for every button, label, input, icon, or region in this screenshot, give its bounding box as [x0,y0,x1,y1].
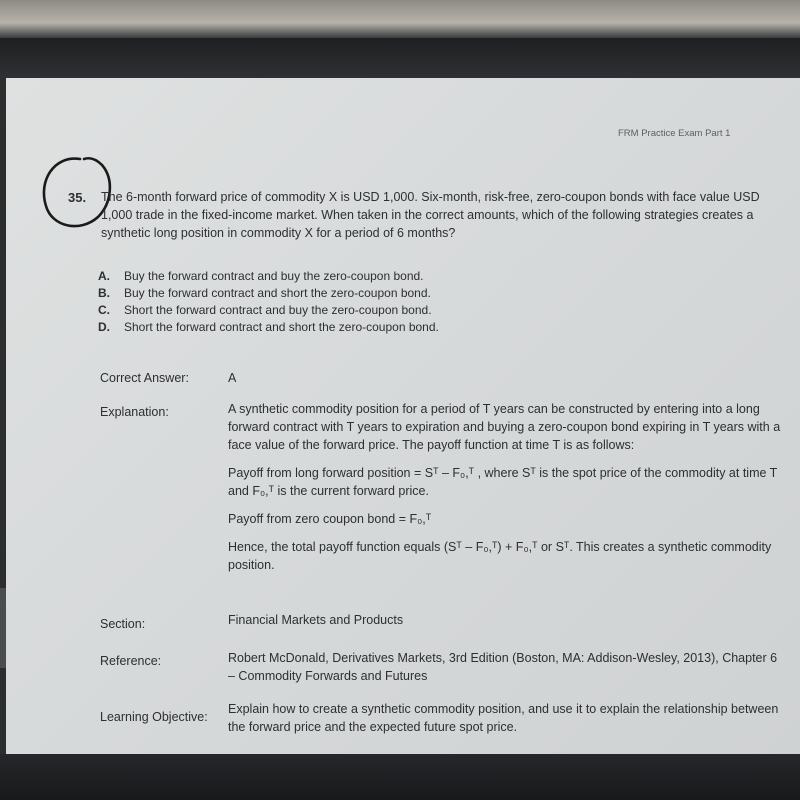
option-text: Short the forward contract and short the zero-coupon bond. [124,320,439,334]
explanation-paragraph: Payoff from long forward position = Sᵀ – F₀,ᵀ , where Sᵀ is the spot price of the commodity at time T and F₀,ᵀ is the current forward price. [228,466,778,498]
question-text: The 6-month forward price of commodity X is USD 1,000. Six-month, risk-free, zero-coupon bonds with face value USD 1,000 trade in the fixed-income market. When taken in the correct amounts, which of the following strategies creates a synthetic long position in commodity X for a period of 6 months? [101,190,760,240]
correct-answer-label: Correct Answer: [100,371,189,385]
option-text: Buy the forward contract and short the zero-coupon bond. [124,286,431,300]
option-d[interactable] [98,319,658,336]
section-label: Section: [100,617,146,631]
option-b[interactable] [98,285,658,302]
option-letter: A. [98,269,110,283]
learning-objective-value: Explain how to create a synthetic commodity position, and use it to explain the relationship between the forward price and the expected future spot price. [228,702,779,734]
explanation-paragraph: Hence, the total payoff function equals (Sᵀ – F₀,ᵀ) + F₀,ᵀ or Sᵀ. This creates a synthetic commodity position. [228,540,772,572]
learning-objective-label: Learning Objective: [100,710,208,724]
monitor-bezel-top [0,38,800,78]
explanation-paragraph: Payoff from zero coupon bond = F₀,ᵀ [228,512,432,526]
option-letter: D. [98,320,110,334]
correct-answer-value: A [228,371,237,385]
option-letter: C. [98,303,110,317]
option-text: Buy the forward contract and buy the zero-coupon bond. [124,269,424,283]
explanation-paragraph: A synthetic commodity position for a period of T years can be constructed by entering into a long forward contract with T years to expiration and buying a zero-coupon bond expiring in T years with a face value of the forward price. The payoff function at time T is as follows: [228,402,781,452]
option-text: Short the forward contract and buy the zero-coupon bond. [124,303,432,317]
exam-page [6,78,800,754]
option-letter: B. [98,286,110,300]
explanation-label: Explanation: [100,405,169,419]
option-a[interactable] [98,268,658,285]
background-desk [0,0,800,38]
answer-options [98,268,658,336]
monitor-bezel-bottom [0,754,800,800]
option-c[interactable] [98,302,658,319]
question-number: 35. [68,190,87,205]
reference-label: Reference: [100,654,162,668]
reference-value: Robert McDonald, Derivatives Markets, 3rd Edition (Boston, MA: Addison-Wesley, 2013), Chapter 6 – Commodity Forwards and Futures [228,651,778,683]
explanation-body [228,400,783,584]
exam-title: FRM Practice Exam Part 1 [618,128,731,139]
section-value: Financial Markets and Products [228,613,404,627]
